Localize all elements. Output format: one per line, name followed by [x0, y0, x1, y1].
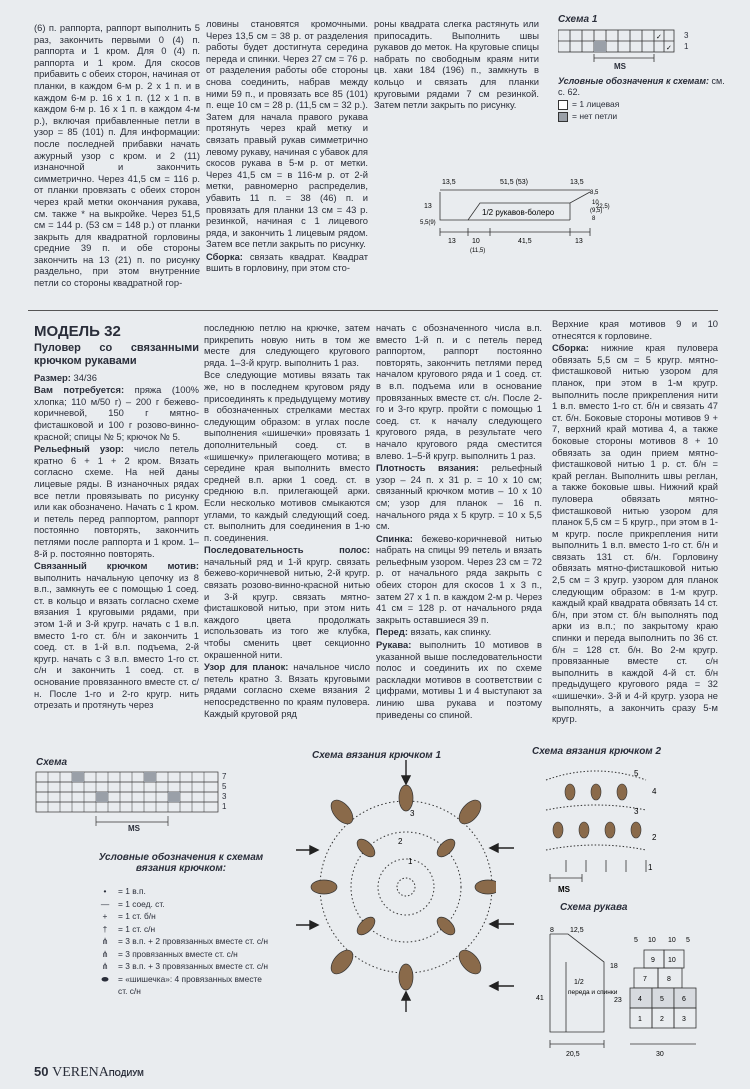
relief-row1: 1 [222, 802, 227, 811]
top-col2-text: ловины становятся кромочными. Через 13,5 см = 38 р. от разделения работы будет достигнута середина переда и спинки. Через 27 см = 76 р. от разделения работы обе стороны снова соединить, набрав между ними 59 п., и провязать все 85 (101) п. еще 10 см = 28 р. (11,5 см = 32 р.). Затем для начала правого рукава протянуть через край метку и связать правый рукав симметрично левому рукаву, начиная с убавок для скосов рукава в 5-м р. от метки. Через 41,5 см = в 116-м р. от 2-й метки, равномерно распределив, убавить 11 п. = 38 (46) п. и провязать для планки 13 см = 43 р. резинкой, начиная с 1 лицевого ряда, и закончить 1 лицевым рядом. Затем все петли закрыть по рисунку. [206, 18, 368, 250]
mid2-p2: Все следующие мотивы вязать так же, но в последнем круговом ряду присоединять к предыдущему мотиву в обозначенных стрелками местах следующим образом: в углах после выполнения «шишечки» провязать 1 дополнительный соед. ст. в «шишечку» прилегающего мотива; в середине края выполнить вместо средней в.п. арки 1 соед. ст. в среднюю в.п. прилегающей арки. Если несколько мотивов смыкаются углами, то каждый следующий соед. ст. выполнить для соединения в 1-ю п. соединения. [204, 369, 370, 543]
sleeve-d41: 41 [536, 995, 544, 1002]
schema1-row1: 1 [684, 42, 689, 51]
legend2-list [92, 885, 268, 998]
sleeve-label: Рукава: [376, 639, 412, 651]
schema1 [556, 14, 726, 134]
legend2-item-2: = 1 ст. б/н [118, 911, 156, 921]
model-col1 [34, 323, 199, 712]
dens-text: рельефный узор – 24 п. х 31 р. = 10 х 10 см; связанный крючком мотив – 10 х 10 см; узор для планок – 16 п. начального ряда х 5 кругр. = 10 х 5,5 см. [376, 462, 542, 532]
crochet1-title: Схема вязания крючком 1 [312, 750, 442, 761]
top-sborka-text: связать квадрат. Квадрат вшить в горловину, при этом сто- [206, 250, 369, 274]
bolero-d85: 8,5 [590, 190, 599, 196]
model-col3 [376, 322, 542, 721]
legend-no-stitch: = нет петли [572, 111, 618, 121]
legend2-item-0: = 1 в.п. [118, 886, 146, 896]
section-divider [28, 310, 718, 311]
no-stitch-square-icon [558, 112, 568, 122]
schema1-row3: 3 [684, 31, 689, 40]
bolero-d10: 10 [472, 238, 480, 245]
brand-logo: VERENA [52, 1065, 109, 1080]
sleeve-cell-6: 6 [682, 996, 686, 1003]
top-sborka-label: Сборка: [206, 250, 243, 262]
arrow-right-markers [488, 800, 518, 1060]
sleeve-d10b: 10 [668, 937, 676, 944]
motif-text: выполнить начальную цепочку из 8 в.п., замкнуть ее с помощью 1 соед. ст. в кольцо и вязать согласно схеме вязания 1 круговыми рядами, при этом 1-й и 3-й кругр. начать с 1 в.п. вместо 1-го ст. б/н и закончить 1 соед. ст. в 1-й в.п. подъема, 2-й кругр. начать с 3 в.п. вместо 1-го ст. с/н и закончить 1 соед. ст. в основание провязанного вместе ст. с/н. После 1-го и 2-го кругр. нить отрезать и протянуть через [34, 571, 199, 711]
legend2-item-6: = 3 в.п. + 3 провязанных вместе ст. с/н [118, 961, 268, 971]
bolero-d515: 51,5 (53) [500, 179, 529, 186]
sleeve-text: выполнить 10 мотивов в указанной выше последовательности полос и соединить их по схеме раскладки мотивов в соответствии с цифрами, мотивы 1 и 4 выступают за линию шва рукава и поэтому приведены со спиной. [376, 639, 542, 720]
schema1-legend-title: Условные обозначения к схемам: [558, 76, 709, 86]
bolero-d559: 5,5(9) [420, 220, 436, 226]
sleeve-cell-8: 8 [667, 976, 671, 983]
mid4-p1: Верхние края мотивов 9 и 10 отнесятся к горловине. [552, 318, 718, 341]
bolero-d135b: 13,5 [570, 179, 584, 186]
need-label: Вам потребуется: [34, 384, 125, 396]
crochet2-n5: 5 [634, 769, 639, 778]
crochet-chart-1 [296, 760, 496, 1060]
bolero-d13b: 13 [448, 238, 456, 245]
cluster-3-icon: ⋔ [101, 948, 109, 959]
schema1-title: Схема 1 [558, 14, 598, 25]
front-text: вязать, как спинку. [410, 626, 492, 638]
crochet2-n3: 3 [634, 807, 639, 816]
model-col4 [552, 318, 718, 726]
legend2-item-7: = «шишечка»: 4 провязанных вместе ст. с/н [118, 973, 262, 996]
plank-text: начальное число петель кратно 3. Вязать круговыми рядами согласно схеме вязания 2 непосредственно по краям пуловера. Каждый круговой ряд [204, 661, 370, 719]
sleeve-d5b: 5 [686, 937, 690, 944]
bolero-label: 1/2 рукавов-болеро [482, 208, 555, 217]
bolero-d115: (11,5) [470, 248, 486, 254]
legend2-item-4: = 3 в.п. + 2 провязанных вместе ст. с/н [118, 936, 268, 946]
legend2-title: Условные обозначения к схемам вязания крючком: [98, 852, 264, 874]
relief-row3: 3 [222, 792, 227, 801]
schema-small-title: Схема [36, 757, 68, 768]
bobble-icon: ⬬ [101, 973, 109, 984]
sleeve-schema-title: Схема рукава [560, 902, 628, 913]
legend2-item-1: = 1 соед. ст. [118, 898, 165, 909]
schema1-ms: MS [614, 62, 626, 71]
crochet2-n2: 2 [652, 833, 657, 842]
mid3-p1: начать с обозначенного числа в.п. вместо 1-й п. и с петель перед раппортом, раппорт постоянно повторять, закончить петлями перед началом кругового ряда и 1 соед. ст. в в.п. подъема или в основание провязанных вместе ст. с/н. После 2-го и 3-го кругр. пройти с помощью 1 соед. ст. к началу следующего кругового ряда, в результате чего начало кругового ряда сместится влево. 1–5-й кругр. выполнить 1 раз. [376, 322, 542, 461]
stripe-text: начальный ряд и 1-й кругр. связать бежево-коричневой нитью, 2-й кругр. связать розово-винно-красной нитью и 3-й кругр. связать мятно-фисташковой нитью, при этом нить каждого цвета продолжать использовать из того же клубка, чтобы сменить цвет секционно окрашенной нити. [204, 555, 370, 660]
svg-text:✓: ✓ [656, 34, 662, 41]
sleeve-d23: 23 [614, 997, 622, 1004]
sleeve-d8: 8 [550, 927, 554, 934]
sleeve-d30: 30 [656, 1051, 664, 1058]
top-col1-text: (6) п. раппорта, раппорт выполнить 5 раз, закончить первыми 0 (4) п. раппорта и 1 кром. Для 0 (4) п. раппорта и 1 кром. Для скосов прибавить с обеих сторон, начиная от планки, в каждом 6-м р. 2 х 1 п. и в каждом 6-м р. 16 х 1 п. (12 х 1 п. в каждом 6-м р. 16 х 1 п. в каждом 4-м р.), включая прибавленные петли в узор = 85 (101) п. Для информации: после последней прибавки начать ажурный узор с кром. и 2 (11) изнаночной и закончить симметрично. Через 41,5 см = 116 р. от планки провязать с обеих сторон через край метки окончания рукава, см. также * на выкройке. Через 51,5 см = 144 р. (53 см = 148 р.) от планки закрыть для квадратной горловины средние 39 п. и обе стороны закончить на 13 (21) п. по рисунку раздельно, при этом внутренние петли со стороны квадратной гор- [34, 22, 200, 289]
top-text-col1 [34, 22, 200, 290]
plank-label: Узор для планок: [204, 661, 289, 673]
top-text-col3 [374, 18, 539, 112]
bolero-d13r: 13 [575, 238, 583, 245]
sleeve-d205: 20,5 [566, 1051, 580, 1058]
crochet1-n1: 1 [408, 857, 413, 866]
top-text-col2 [206, 18, 368, 275]
sleeve-d125: 12,5 [570, 927, 584, 934]
bolero-d415: 41,5 [518, 238, 532, 245]
sleeve-cell-5: 5 [660, 996, 664, 1003]
model-title: МОДЕЛЬ 32 [34, 323, 121, 340]
crochet2-ms: MS [558, 885, 570, 894]
cluster-3-chain-icon: ⋔ [101, 961, 109, 971]
crochet2-n1: 1 [648, 863, 653, 872]
relief-row5: 5 [222, 782, 227, 791]
sleeve-d5: 5 [634, 937, 638, 944]
bolero-d10r: 10 [592, 200, 599, 206]
stripe-label: Последовательность полос: [204, 544, 370, 556]
model-subtitle: Пуловер со связанными крючком рукавами [34, 341, 199, 367]
need-text: пряжа (100% хлопка; 110 м/50 г) – 200 г бежево-коричневой, 150 г мятно-фисташковой и 100 г розово-винно-красной; спицы № 5; крючок № 5. [34, 384, 199, 442]
cluster-2-icon: ⋔ [101, 936, 109, 946]
mid2-p1: последнюю петлю на крючке, затем прикрепить новую нить в том же месте для следующего кругового ряда. 1–3-й кругр. выполнить 1 раз. [204, 322, 370, 368]
sborka2-label: Сборка: [552, 342, 589, 354]
model-col2 [204, 322, 370, 720]
sleeve-half: 1/2 [574, 979, 584, 986]
top-col3-text: роны квадрата слегка растянуть или припосадить. Выполнить швы рукавов до меток. На круговые спицы набрать по свободным краям нити цв. хаки 184 (196) п., замкнуть в кольцо и связать для планки круговыми рядами 7 см резинкой. Затем петли закрыть по рисунку. [374, 18, 539, 111]
schema1-legend-ref: см. с. 62. [558, 76, 725, 97]
sborka2-text: нижние края пуловера обвязать 5,5 см = 5 кругр. мятно-фисташковой нитью узором для планок, при этом в 1-м кругр. выполнить после прикрепления нити 1 в.п. вместо 1-го ст. б/н и связать 47 ст. б/н. Боковые стороны мотивов 9 + 7, верхний край мотива 4, а также боковые стороны мотивов 8 + 10 обвязать за один прием мятно-фисташковой нитью 1 р. ст. б/н = край реглан. Выполнить швы реглан, а также боковые швы. Нижний край пуловера обвязать мятно-фисташковой нитью узором для планок 5,5 см = 5 кругр., при этом в 1-м кругр. после прикрепления нити выполнить 1 в.п. вместо 1-го ст. б/н и связать 131 ст. б/н. Горловину обвязать мятно-фисташковой нитью 2,5 см = 3 кругр. узором для планок следующим образом: в 1-м кругр. каждый край квадрата обвязать 14 ст. б/н, при этом ст. б/н выполнять под арки из в.п.; по закрытому краю спинки и переда выполнить по 36 ст. б/н = 128 ст. б/н. Во 2-м кругр. провязанные вместе ст. с/н выполнить в каждой 4-й ст. б/н предыдущего кругового ряда = 32 «шишечки». 3-й и 4-й кругр. узора не выполнять, а закончить сразу 5-м кругр. [552, 342, 719, 725]
legend2-item-5: = 3 провязанных вместе ст. с/н [118, 948, 238, 959]
sleeve-schema [530, 922, 720, 1062]
bolero-d225: 22,5) [596, 204, 610, 210]
chain-icon: • [103, 886, 107, 896]
relief-ms: MS [128, 824, 140, 833]
back-text: бежево-коричневой нитью набрать на спицы 99 петель и вязать рельефным узором. Через 23 см = 72 р. от начального ряда закрыть с обеих сторон для скосов 1 х 3 п., затем 27 х 1 п. в каждом 2-м р. Через 41 см = 128 р. от начального ряда закрыть оставшиеся 39 п. [376, 532, 542, 625]
sleeve-cell-10: 10 [668, 957, 676, 964]
bolero-d8: 8 [592, 216, 596, 222]
legend2-item-3: = 1 ст. с/н [118, 923, 156, 934]
bolero-d13l: 13 [424, 203, 432, 210]
size-value: 34/36 [73, 371, 97, 383]
sleeve-cell-4: 4 [638, 996, 642, 1003]
sleeve-d18: 18 [610, 963, 618, 970]
brand-sub: ПОДИУМ [108, 1069, 144, 1078]
slip-stitch-icon: — [100, 898, 110, 909]
dens-label: Плотность вязания: [376, 462, 479, 474]
crochet-chart-2 [536, 760, 686, 900]
size-label: Размер: [34, 371, 71, 383]
double-crochet-icon: † [102, 923, 108, 934]
crochet1-n3: 3 [410, 809, 415, 818]
front-label: Перед: [376, 626, 408, 638]
sleeve-cell-3: 3 [682, 1016, 686, 1023]
bolero-pattern-diagram [420, 170, 610, 260]
relief-label: Рельефный узор: [34, 443, 124, 455]
knit-square-icon [558, 100, 568, 110]
sleeve-cell-9: 9 [651, 957, 655, 964]
page-footer [34, 1064, 144, 1081]
sleeve-cell-2: 2 [660, 1016, 664, 1023]
relief-text: число петель кратно 6 + 1 + 2 кром. Вязать согласно схеме. На ней даны лицевые ряды. В изнаночных рядах все петли провязывать по рисунку или как обозначено. Начать с 1 кром. и петель перед раппортом, раппорт постоянно повторять, закончить петлями после раппорта и 1 кром. 1–8-й р. постоянно повторять. [34, 443, 199, 559]
crochet2-n4: 4 [652, 787, 657, 796]
crochet1-n2: 2 [398, 837, 403, 846]
page-number: 50 [34, 1064, 49, 1079]
legend-knit: = 1 лицевая [572, 99, 620, 109]
back-label: Спинка: [376, 532, 413, 544]
sleeve-d10a: 10 [648, 937, 656, 944]
relief-row7: 7 [222, 772, 227, 781]
motif-label: Связанный крючком мотив: [34, 560, 199, 572]
crochet2-title: Схема вязания крючком 2 [532, 746, 662, 757]
sleeve-cell-1: 1 [638, 1016, 642, 1023]
single-crochet-icon: + [102, 911, 108, 921]
svg-text:✓: ✓ [666, 45, 672, 52]
sleeve-front-back: переда и спинки [568, 989, 618, 996]
bolero-d135: 13,5 [442, 179, 456, 186]
bolero-d95: (9,5) [590, 208, 603, 214]
sleeve-cell-7: 7 [643, 976, 647, 983]
